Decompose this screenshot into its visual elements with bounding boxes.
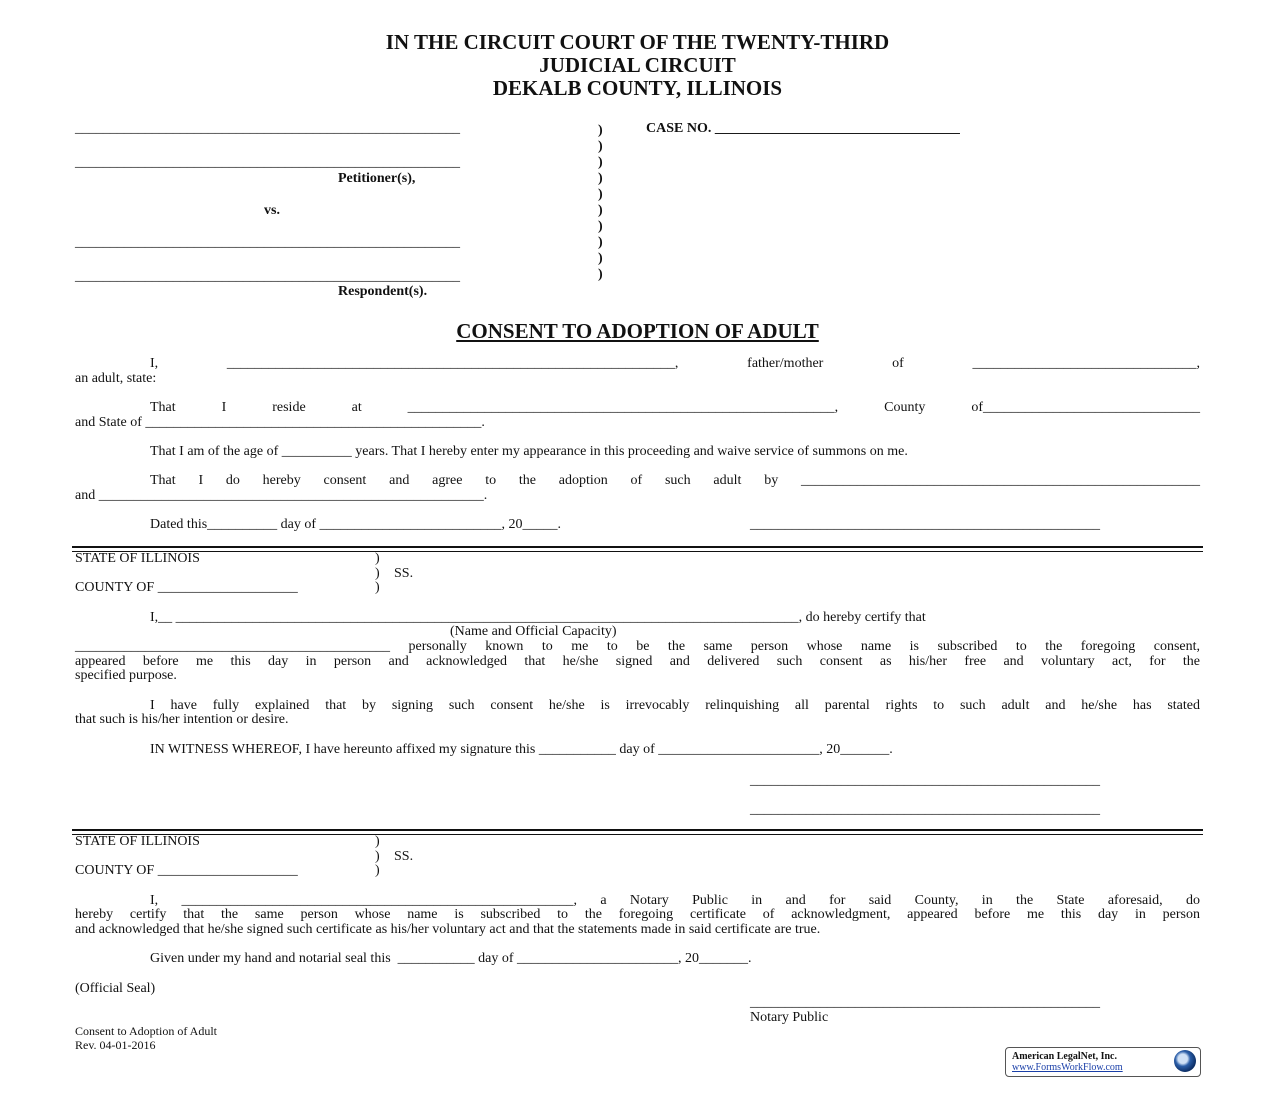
globe-icon (1174, 1050, 1196, 1072)
notary-venue-state: STATE OF ILLINOIS (75, 834, 200, 849)
venue-ss: SS. (394, 566, 414, 581)
ack-signature-line-2[interactable]: __________________________________________________ (750, 802, 1100, 817)
petitioner-blank-2[interactable]: _______________________________________________________ (75, 155, 460, 170)
document-title: CONSENT TO ADOPTION OF ADULT (456, 319, 819, 343)
notary-venue-paren: ) (375, 863, 380, 878)
notary-certify-end: and acknowledged that he/she signed such certificate as his/her voluntary act and that the statements made in said certificate are true. (75, 922, 821, 937)
consent-state-line[interactable]: and State of ________________________________________________. (75, 415, 485, 430)
consent-signature-line[interactable]: __________________________________________________ (750, 517, 1100, 532)
consent-adopter-line[interactable]: That I do hereby consent and agree to the adoption of such adult by _________________________________________________________ (150, 473, 1200, 488)
consent-age-line[interactable]: That I am of the age of __________ years. That I hereby enter my appearance in this proceeding and waive service of summons on me. (150, 444, 908, 459)
explained-cont: that such is his/her intention or desire. (75, 712, 289, 727)
venue-paren: ) (375, 566, 380, 581)
notary-public-label: Notary Public (750, 1010, 829, 1025)
caption-paren: ) (598, 155, 603, 170)
venue-county-field[interactable]: COUNTY OF ____________________ (75, 580, 298, 595)
court-county-line: DEKALB COUNTY, ILLINOIS (492, 76, 783, 100)
petitioner-blank-1[interactable]: _______________________________________________________ (75, 121, 460, 136)
caption-paren: ) (598, 139, 603, 154)
caption-paren: ) (598, 171, 603, 186)
respondent-label: Respondent(s). (338, 284, 428, 299)
logo-url-link[interactable]: www.FormsWorkFlow.com (1012, 1062, 1123, 1073)
form-revision: Rev. 04-01-2016 (75, 1038, 156, 1052)
purpose-line: specified purpose. (75, 668, 177, 683)
logo-company-name: American LegalNet, Inc. (1012, 1051, 1117, 1062)
venue-paren: ) (375, 580, 380, 595)
notary-venue-paren: ) (375, 834, 380, 849)
form-name: Consent to Adoption of Adult (75, 1024, 218, 1038)
section-divider (72, 829, 1203, 835)
caption-paren: ) (598, 235, 603, 250)
certify-line[interactable]: I,__ _________________________________________________________________________________________, do hereby certify that (150, 610, 926, 625)
notary-signature-line[interactable]: __________________________________________________ (750, 995, 1100, 1010)
caption-paren: ) (598, 123, 603, 138)
consent-residence-line[interactable]: That I reside at _____________________________________________________________, County of_______________________________ (150, 400, 1200, 415)
caption-paren: ) (598, 187, 603, 202)
notary-certify-line[interactable]: I, ________________________________________________________, a Notary Public in and for said County, in the State aforesaid, do (150, 893, 1200, 908)
venue-paren: ) (375, 551, 380, 566)
witness-line[interactable]: IN WITNESS WHEREOF, I have hereunto affixed my signature this ___________ day of _______________________, 20_______. (150, 742, 893, 757)
court-name-line1: IN THE CIRCUIT COURT OF THE TWENTY-THIRD (385, 30, 890, 54)
caption-paren: ) (598, 203, 603, 218)
vs-label: vs. (264, 203, 280, 218)
petitioner-label: Petitioner(s), (338, 171, 416, 186)
caption-paren: ) (598, 267, 603, 282)
consent-dated-line[interactable]: Dated this__________ day of __________________________, 20_____. (150, 517, 562, 532)
explained-line: I have fully explained that by signing such consent he/she is irrevocably relinquishing all parental rights to such adult and he/she has stated (150, 698, 1200, 713)
venue-state: STATE OF ILLINOIS (75, 551, 200, 566)
legalnet-logo[interactable] (1005, 1047, 1201, 1077)
caption-paren: ) (598, 219, 603, 234)
respondent-blank-2[interactable]: _______________________________________________________ (75, 269, 460, 284)
notary-venue-ss: SS. (394, 849, 414, 864)
section-divider (72, 546, 1203, 552)
name-capacity-caption: (Name and Official Capacity) (450, 624, 617, 639)
notary-venue-county-field[interactable]: COUNTY OF ____________________ (75, 863, 298, 878)
notary-venue-paren: ) (375, 849, 380, 864)
appeared-line: appeared before me this day in person and acknowledged that he/she signed and delivered such consent as his/her free and voluntary act, for the (75, 654, 1200, 669)
notary-certify-cont: hereby certify that the same person whose name is subscribed to the foregoing certificate of acknowledgment, appeared before me this day in person (75, 907, 1200, 922)
case-number-field[interactable]: CASE NO. ___________________________________ (646, 121, 960, 136)
ack-signature-line-1[interactable]: __________________________________________________ (750, 773, 1100, 788)
consent-adopter-cont[interactable]: and _______________________________________________________. (75, 488, 488, 503)
respondent-blank-1[interactable]: _______________________________________________________ (75, 235, 460, 250)
consent-identity-line[interactable]: I, ________________________________________________________________, father/mother of ________________________________, (150, 356, 1200, 371)
notary-given-line[interactable]: Given under my hand and notarial seal this ___________ day of _______________________, 20_______. (150, 951, 752, 966)
personally-known-line[interactable]: _____________________________________________ personally known to me to be the same person whose name is subscribed to the foregoing consent, (75, 639, 1200, 654)
caption-paren: ) (598, 251, 603, 266)
court-name-line2: JUDICIAL CIRCUIT (539, 53, 736, 77)
consent-identity-cont: an adult, state: (75, 371, 157, 386)
official-seal-label: (Official Seal) (75, 981, 156, 996)
